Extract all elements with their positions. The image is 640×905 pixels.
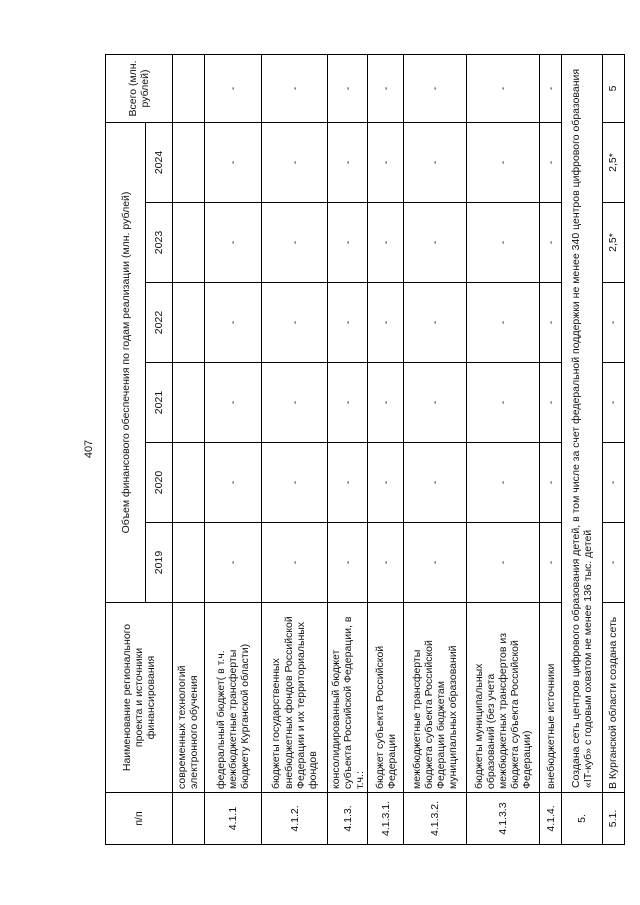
row-value: - (368, 54, 404, 122)
row-value: - (205, 122, 262, 202)
row-value: - (539, 523, 561, 603)
row-value: - (539, 203, 561, 283)
row-name: внебюджетные источники (539, 603, 561, 793)
row-value: - (539, 54, 561, 122)
row-value: - (404, 283, 467, 363)
row-value: - (261, 122, 328, 202)
row-name: межбюджетные трансферты бюджета субъекта Российской Федерации бюджетам муниципальных образований (404, 603, 467, 793)
row-value: - (404, 54, 467, 122)
table-body (172, 54, 562, 844)
row-name: консолидированный бюджет субъекта Российской Федерации, в т.ч.: (328, 603, 368, 793)
section-row (562, 54, 602, 844)
row-value: - (368, 203, 404, 283)
row-value: 5 (602, 54, 624, 122)
row-value: - (539, 443, 561, 523)
row-value (172, 203, 204, 283)
row-value (172, 122, 204, 202)
row-value: - (261, 443, 328, 523)
row-num: 4.1.1 (205, 793, 262, 845)
row-value (172, 363, 204, 443)
row-value (172, 523, 204, 603)
row-name: современных технологий электронного обучения (172, 603, 204, 793)
row-value: 2,5* (602, 203, 624, 283)
row-value: - (205, 523, 262, 603)
row-value: 2,5* (602, 122, 624, 202)
row-value: - (328, 443, 368, 523)
row-value: - (368, 523, 404, 603)
page-number: 407 (83, 439, 96, 459)
row-value: - (261, 363, 328, 443)
row-value: - (404, 203, 467, 283)
row-value: - (368, 283, 404, 363)
row-value: - (261, 54, 328, 122)
row-value: - (404, 363, 467, 443)
row-value: - (328, 122, 368, 202)
table-row (328, 54, 368, 844)
table-row (261, 54, 328, 844)
header-year: 2024 (146, 122, 172, 202)
table-row (172, 54, 204, 844)
table-row (205, 54, 262, 844)
row-num: 4.1.3.3 (467, 793, 540, 845)
row-num (172, 793, 204, 845)
row-value: - (368, 443, 404, 523)
financing-table (105, 54, 625, 845)
row-value: - (205, 203, 262, 283)
row-value: - (404, 443, 467, 523)
row-value: - (602, 283, 624, 363)
row-name: бюджет субъекта Российской Федерации (368, 603, 404, 793)
row-value: - (261, 203, 328, 283)
row-num: 4.1.2. (261, 793, 328, 845)
header-name: Наименование регионального проекта и источники финансирования (106, 603, 173, 793)
row-value: - (328, 363, 368, 443)
row-value: - (205, 54, 262, 122)
row-value: - (602, 443, 624, 523)
row-name: В Курганской области создана сеть (602, 603, 624, 793)
row-value: - (328, 54, 368, 122)
row-value: - (467, 443, 540, 523)
table-row (539, 54, 561, 844)
row-num: 4.1.3. (328, 793, 368, 845)
row-value: - (328, 283, 368, 363)
header-year: 2022 (146, 283, 172, 363)
row-value: - (467, 363, 540, 443)
row-num: 4.1.4. (539, 793, 561, 845)
table-row (404, 54, 467, 844)
table-row (602, 54, 624, 844)
row-value (172, 283, 204, 363)
row-num: 5.1. (602, 793, 624, 845)
row-num: 4.1.3.2. (404, 793, 467, 845)
section-num: 5. (562, 793, 602, 845)
row-value: - (261, 283, 328, 363)
row-name: бюджеты муниципальных образований (без учета межбюджетных трансфертов из бюджета субъекта Российской Федерации) (467, 603, 540, 793)
header-year: 2020 (146, 443, 172, 523)
row-value: - (205, 283, 262, 363)
row-value: - (404, 523, 467, 603)
row-value: - (602, 363, 624, 443)
header-year: 2021 (146, 363, 172, 443)
row-value: - (368, 363, 404, 443)
row-value: - (205, 363, 262, 443)
header-volume: Объем финансового обеспечения по годам реализации (млн. рублей) (106, 122, 146, 602)
header-num: п/п (106, 793, 173, 845)
row-value: - (467, 283, 540, 363)
row-value: - (467, 203, 540, 283)
row-value: - (328, 203, 368, 283)
row-value: - (539, 363, 561, 443)
row-value (172, 443, 204, 523)
row-value: - (539, 122, 561, 202)
row-value: - (467, 54, 540, 122)
rotated-table-container (105, 55, 625, 845)
row-value: - (404, 122, 467, 202)
row-name: бюджеты государственных внебюджетных фондов Российской Федерации и их территориальных фондов (261, 603, 328, 793)
row-value: - (539, 283, 561, 363)
row-value: - (328, 523, 368, 603)
header-total: Всего (млн. рублей) (106, 54, 173, 122)
row-value: - (467, 122, 540, 202)
header-year: 2019 (146, 523, 172, 603)
row-value: - (467, 523, 540, 603)
header-year: 2023 (146, 203, 172, 283)
section-text: Создана сеть центров цифрового образования детей, в том числе за счет федеральной поддержки не менее 340 центров цифрового образования «IT-куб» с годовым охватом не менее 136 тыс. детей (562, 54, 602, 792)
row-num: 4.1.3.1. (368, 793, 404, 845)
row-value: - (368, 122, 404, 202)
row-value: - (205, 443, 262, 523)
table-row (368, 54, 404, 844)
table-row (467, 54, 540, 844)
row-value (172, 54, 204, 122)
row-value: - (261, 523, 328, 603)
row-value: - (602, 523, 624, 603)
row-name: федеральный бюджет( в т.ч. межбюджетные трансферты бюджету Курганской области) (205, 603, 262, 793)
